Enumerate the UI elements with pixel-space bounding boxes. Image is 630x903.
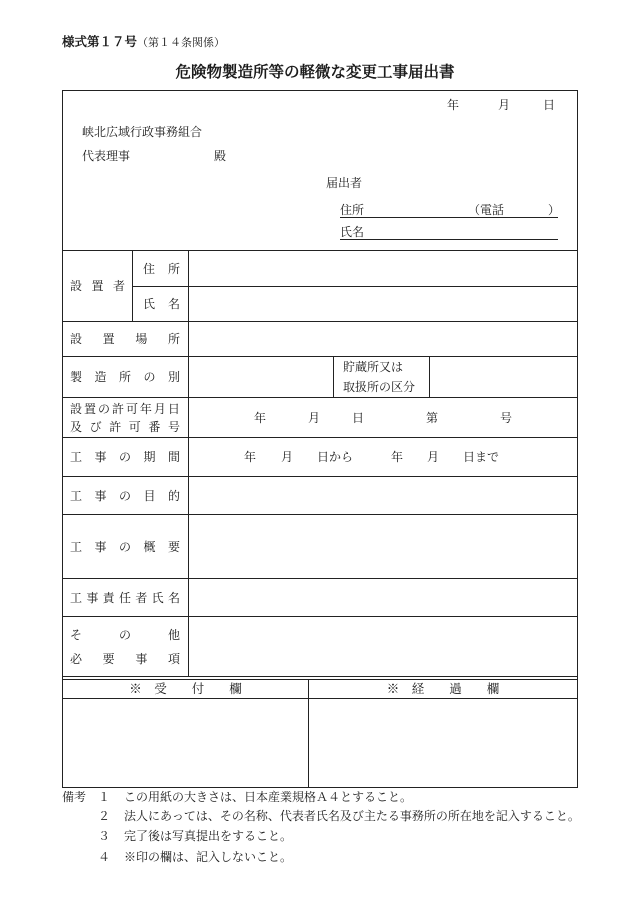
permit-value[interactable] — [189, 398, 577, 437]
note-number: ２ — [98, 809, 111, 823]
notifier-address-label: 住所 — [340, 203, 365, 217]
permit-number-prefix: 第 — [426, 410, 439, 425]
installer-name-value[interactable] — [189, 287, 577, 321]
label-glyph: 要 — [102, 651, 115, 666]
installer-address-value[interactable] — [189, 251, 577, 286]
row-work-period — [63, 437, 577, 476]
period-start-day-label: 日から — [317, 450, 354, 464]
label-glyph: 造 — [94, 370, 107, 384]
note-number: １ — [98, 790, 111, 804]
form-number — [62, 35, 225, 50]
label-glyph: 可 — [128, 419, 141, 434]
label-glyph: 工 — [70, 488, 83, 503]
label-glyph: 任 — [118, 590, 131, 605]
supervisor-value[interactable] — [189, 579, 577, 616]
facility-type-label — [70, 370, 180, 384]
label-glyph: 事 — [86, 590, 99, 605]
storage-handling-value[interactable] — [430, 357, 577, 397]
note-number: ３ — [98, 829, 111, 843]
label-glyph: の — [143, 370, 156, 384]
label-glyph: 工 — [70, 539, 83, 554]
label-glyph: 期 — [143, 450, 156, 464]
addressee-block — [63, 91, 577, 250]
period-end-year-label: 年 — [391, 450, 404, 464]
installer-label-cell — [63, 251, 133, 321]
progress-label: ※ 経 過 欄 — [386, 681, 500, 696]
label-glyph: 事 — [94, 450, 107, 464]
recipient-title: 代表理事 — [82, 149, 131, 163]
progress-area — [309, 699, 577, 787]
work-period-value[interactable] — [189, 438, 577, 476]
label-glyph: 者 — [112, 279, 125, 293]
label-glyph: 所 — [118, 370, 131, 384]
storage-handling-label-line1: 貯蔵所又は — [343, 360, 404, 374]
label-glyph: 置 — [102, 332, 115, 346]
label-glyph: 項 — [167, 651, 180, 666]
work-purpose-label-cell — [63, 477, 189, 514]
installation-site-label — [70, 332, 180, 346]
label-glyph: 事 — [94, 539, 107, 554]
supervisor-label-cell — [63, 579, 189, 616]
label-glyph: 設 — [70, 279, 83, 293]
label-glyph: 月 — [153, 401, 166, 416]
label-glyph: 氏 — [151, 590, 164, 605]
label-glyph: の — [118, 539, 131, 554]
work-outline-label-cell — [63, 515, 189, 578]
label-glyph: 可 — [125, 401, 138, 416]
label-glyph: 必 — [70, 651, 83, 666]
label-glyph: 工 — [70, 590, 83, 605]
note-text: 完了後は写真提出をすること。 — [124, 829, 293, 843]
work-purpose-label — [70, 489, 180, 503]
period-end-month-label: 月 — [427, 450, 440, 464]
work-outline-value[interactable] — [189, 515, 577, 578]
label-glyph: 年 — [139, 401, 152, 416]
other-label-line1 — [70, 623, 180, 647]
label-glyph: 設 — [70, 401, 83, 416]
other-value[interactable] — [189, 617, 577, 676]
receipt-label: ※ 受 付 欄 — [129, 681, 242, 696]
date-day-label: 日 — [543, 98, 556, 112]
label-glyph: 者 — [135, 590, 148, 605]
phone-label: （電話 — [468, 203, 505, 217]
honorific: 殿 — [214, 149, 227, 163]
label-glyph: 設 — [70, 332, 83, 346]
facility-type-value[interactable] — [189, 357, 333, 397]
installer-label — [70, 279, 125, 293]
row-permit — [63, 397, 577, 437]
label-glyph: 番 — [148, 419, 161, 434]
installer-address-label-cell — [133, 251, 189, 286]
installer-name-label-cell — [133, 287, 189, 321]
label-glyph: 責 — [102, 590, 115, 605]
label-glyph: 製 — [70, 370, 83, 384]
work-outline-label — [70, 540, 180, 554]
label-glyph: 許 — [111, 401, 124, 416]
installer-name-row — [133, 286, 577, 321]
row-installation-site — [63, 321, 577, 356]
row-supervisor — [63, 578, 577, 616]
label-glyph: 置 — [83, 401, 96, 416]
installer-address-row — [133, 251, 577, 286]
notes-heading: 備考 — [62, 790, 87, 804]
notifier-name-field[interactable] — [340, 225, 558, 240]
notifier-address-field[interactable] — [340, 203, 561, 218]
label-glyph: 及 — [70, 419, 83, 434]
row-office-use-body — [63, 698, 577, 787]
other-label-cell — [63, 617, 189, 676]
progress-header-cell — [309, 680, 577, 698]
form-title: 危険物製造所等の軽微な変更工事届出書 — [175, 62, 455, 81]
label-glyph: 日 — [167, 401, 180, 416]
form-code: 様式第１７号 — [62, 34, 138, 49]
row-office-use-header — [63, 679, 577, 698]
note-text: この用紙の大きさは、日本産業規格Ａ４とすること。 — [124, 790, 413, 804]
double-rule — [63, 676, 577, 677]
note-text: ※印の欄は、記入しないこと。 — [124, 850, 293, 864]
permit-day-label: 日 — [352, 410, 365, 425]
organization-name: 峡北広域行政事務組合 — [82, 125, 203, 139]
label-glyph: 的 — [167, 488, 180, 503]
label-glyph: 置 — [91, 279, 104, 293]
label-glyph: 氏 — [143, 297, 156, 311]
period-start-month-label: 月 — [281, 450, 294, 464]
label-glyph: 概 — [143, 539, 156, 554]
label-glyph: 許 — [109, 419, 122, 434]
label-glyph: の — [118, 488, 131, 503]
label-glyph: 間 — [167, 450, 180, 464]
label-glyph: 所 — [167, 332, 180, 346]
permit-label-cell — [63, 398, 189, 437]
label-glyph: 事 — [135, 651, 148, 666]
label-glyph: 目 — [143, 488, 156, 503]
label-glyph: 所 — [167, 261, 180, 276]
date-month-label: 月 — [498, 98, 511, 112]
row-installer — [63, 250, 577, 321]
label-glyph: 要 — [167, 539, 180, 554]
installer-name-label — [143, 297, 180, 311]
installation-site-label-cell — [63, 322, 189, 356]
work-purpose-value[interactable] — [189, 477, 577, 514]
permit-label-line1 — [70, 400, 180, 418]
receipt-area — [63, 699, 309, 787]
label-glyph: の — [118, 450, 131, 464]
installer-address-label — [143, 262, 180, 276]
work-period-label-cell — [63, 438, 189, 476]
label-glyph: 場 — [135, 332, 148, 346]
label-glyph: 他 — [167, 627, 180, 642]
label-glyph: び — [89, 419, 102, 434]
storage-handling-label-line2: 取扱所の区分 — [343, 380, 416, 394]
label-glyph: 住 — [143, 261, 156, 276]
date-year-label: 年 — [447, 98, 460, 112]
row-other — [63, 616, 577, 676]
work-period-label — [70, 450, 180, 464]
notifier-label: 届出者 — [326, 176, 363, 190]
label-glyph: 事 — [94, 488, 107, 503]
phone-close-paren: ） — [548, 203, 561, 217]
label-glyph: の — [97, 401, 110, 416]
notifier-name-label: 氏名 — [340, 225, 365, 239]
permit-year-label: 年 — [254, 410, 267, 425]
permit-label-line2 — [70, 418, 180, 436]
label-glyph: そ — [70, 627, 83, 642]
label-glyph: の — [118, 627, 131, 642]
form-clause: （第１４条関係） — [137, 36, 226, 49]
label-glyph: 号 — [167, 419, 180, 434]
supervisor-label — [70, 591, 180, 605]
period-start-year-label: 年 — [244, 450, 257, 464]
note-text: 法人にあっては、その名称、代表者氏名及び主たる事務所の所在地を記入すること。 — [124, 809, 580, 823]
facility-type-label-cell — [63, 357, 189, 397]
row-facility-type — [63, 356, 577, 397]
period-end-day-label: 日まで — [463, 450, 500, 464]
receipt-header-cell — [63, 680, 309, 698]
note-number: ４ — [98, 850, 111, 864]
row-work-outline — [63, 514, 577, 578]
label-glyph: 名 — [167, 590, 180, 605]
form-table — [62, 90, 578, 788]
permit-month-label: 月 — [308, 410, 321, 425]
installation-site-value[interactable] — [189, 322, 577, 356]
row-work-purpose — [63, 476, 577, 514]
label-glyph: 名 — [167, 297, 180, 311]
label-glyph: 工 — [70, 450, 83, 464]
storage-handling-label-cell — [333, 357, 430, 397]
label-glyph: 別 — [167, 370, 180, 384]
other-label-line2 — [70, 647, 180, 671]
permit-number-suffix: 号 — [500, 410, 513, 425]
